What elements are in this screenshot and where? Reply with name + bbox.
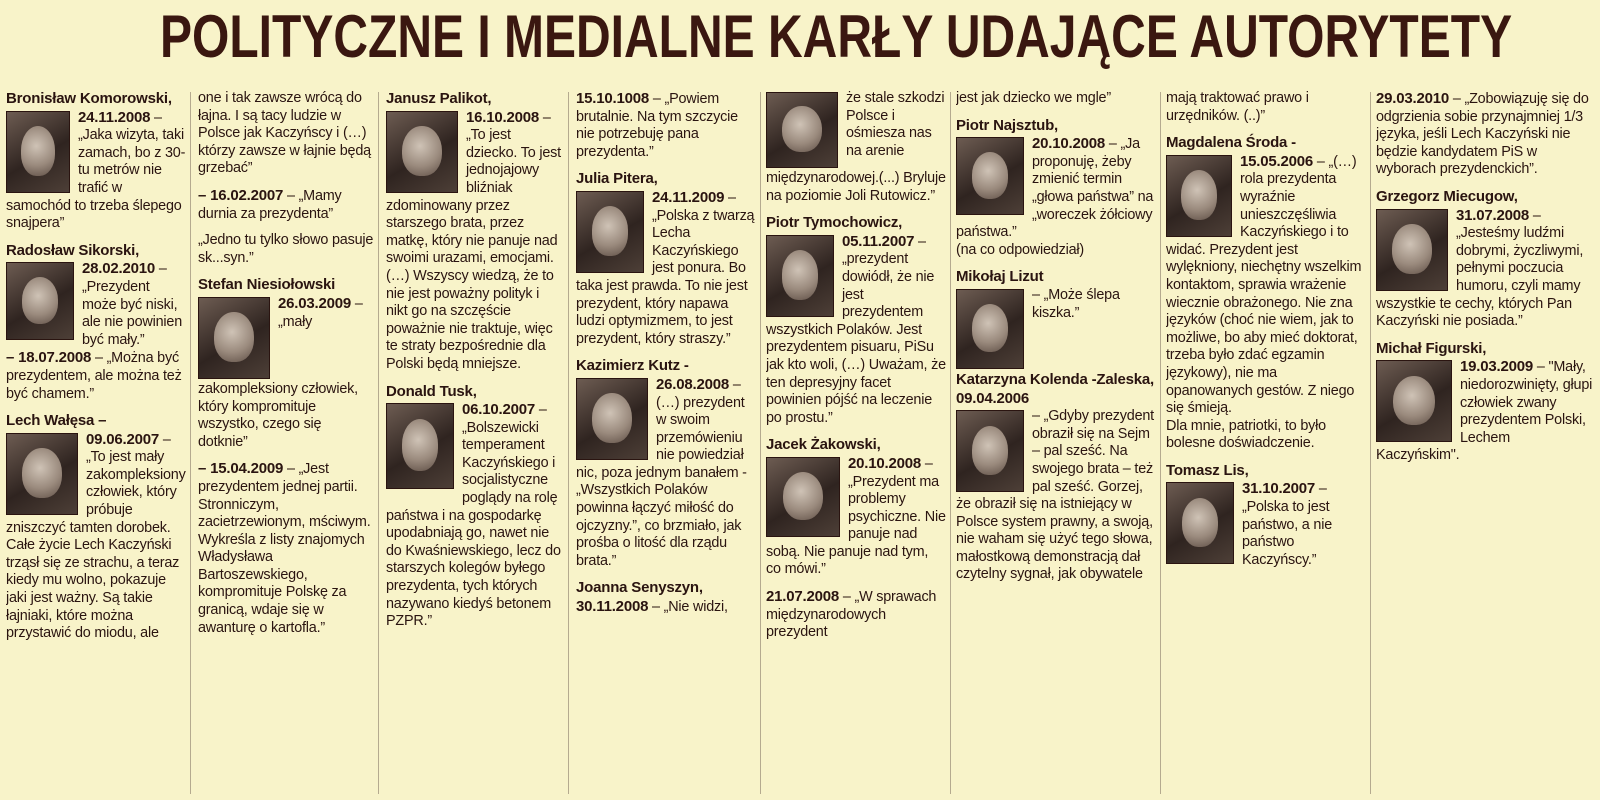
quote-date: 30.11.2008 [576,598,649,616]
quote-text: – „Można być prezydentem, ale można też być chamem.” [6,350,182,402]
photo-walesa [6,433,78,515]
quote-text: – „To jest mały zakompleksiony człowiek, który próbuje zniszczyć tamten dorobek. Całe życie Lech Kaczyński trząsł się ze strachu, a teraz kiedy mu wolno, pokazuje jaki jest ważny. Są takie łajniaki, które można przystawić do miodu, ale [6,431,186,642]
quote-niesiolowski [198,276,374,451]
quote-text: – „Prezydent ma problemy psychiczne. Nie panuje nad sobą. Nie panuje nad tym, co mówi.” [766,455,946,578]
person-name: Michał Figurski, [1376,339,1487,357]
photo-sikorski [6,262,74,340]
person-name: Lech Wałęsa – [6,412,107,430]
quote-text: – „(…) rola prezydenta wyraźnie unieszczęśliwia Kaczyńskiego i to widać. Prezydent jest wylękniony, niechętny wszelkim kontaktom, sprawia wrażenie wiecznie obrażonego. Nie zna języków (choć nie wiem, jak to możliwe, bo aby mieć doktorat, trzeba było zdać egzamin językowy), nie ma opanowanych gestów. Z niego się śmieją. [1166,153,1362,417]
column-rule [1160,92,1161,794]
photo-miecugow [1376,209,1448,291]
photo-sroda [1166,155,1232,237]
person-name: Stefan Niesiołowski [198,276,336,294]
quote-tymochowicz [766,214,946,427]
quote-sroda [1166,134,1366,453]
quote-text: – „Nie widzi, [648,599,728,616]
quote-date: 20.10.2008 [1032,135,1106,153]
quote-date: – 18.07.2008 [6,349,92,367]
quote-text: – „Gdyby prezydent obraził się na Sejm – pal sześć. Na swojego brata – też pal sześć. Gorzej, że obraził się na istniejący w Polsce system prawny, a swoją, nie waham się użyć tego słowa, małostkową demonstracją dał czytelny sygnał, jak obywatele [956,408,1154,583]
quote-text: – „Jest prezydentem jednej partii. Stronniczym, zacietrzewionym, mściwym. Wykreśla z listy znajomych Władysława Bartoszewskiego, kompromituje Polskę za granicą, wdaje się w awanturę o kartofla.” [198,461,371,636]
person-name: Tomasz Lis, [1166,461,1249,479]
quote-text: – „Ja proponuję, żeby zmienić termin „głowa państwa” na „woreczek żółciowy państwa.” [956,136,1154,241]
column-7 [1166,90,1366,795]
person-name: Katarzyna Kolenda -Zaleska, [956,370,1155,388]
quote-walesa [6,412,186,643]
quote-date: 21.07.2008 [766,588,840,606]
photo-senyszyn [766,92,838,168]
photo-kolenda [956,410,1024,492]
quote-date: 15.10.1008 [576,90,650,107]
column-rule [378,92,379,794]
quote-niesiolowski-b [198,460,374,637]
quote-date: 26.03.2009 [278,294,352,312]
quote-text: – „Powiem brutalnie. Na tym szczycie nie potrzebuję pana prezydenta.” [576,91,738,160]
quote-text: że stale szkodzi Polsce i ośmiesza nas na arenie międzynarodowej.(...) Bryluje na poziomie Joli Rutowicz.” [766,90,946,204]
photo-lizut [956,289,1024,369]
photo-komorowski [6,111,70,193]
quote-sikorski [6,242,186,403]
quote-date: 16.10.2008 [466,108,540,126]
quote-text: – „prezydent dowiódł, że nie jest prezydentem wszystkich Polaków. Jest prezydentem pisuaru, PiSu jak kto woli, (…) Uważam, że ten depresyjny facet powinien pójść na leczenie po prostu.” [766,233,946,426]
quote-date: 31.10.2007 [1242,480,1316,498]
quote-text: – „Może ślepa kiszka.” [1032,286,1120,321]
quote-text: – „Zobowiązuję się do odgrzienia sobie przynajmniej 1/3 języka, jeśli Lech Kaczyński nie będzie kandydatem PiS w wyborach prezydenckich”. [1376,91,1589,178]
quote-palikot [386,90,564,374]
column-8 [1376,90,1594,795]
quote-walesa-b [198,187,374,223]
quote-anon [576,90,756,161]
person-name: Kazimierz Kutz - [576,357,689,375]
quote-anon2 [1376,90,1594,179]
quote-text: – „W sprawach międzynarodowych prezydent [766,589,937,641]
quote-date: 15.05.2006 [1240,152,1314,170]
person-name: Janusz Palikot, [386,90,492,107]
quote-text: – „Jaka wizyta, taki zamach, bo z 30-tu metrów nie trafić w samochód to trzeba ślepego snajpera” [6,109,186,232]
quote-text: – „Prezydent może być niski, ale nie powinien być mały.” [82,261,183,348]
quote-kolenda [956,371,1156,584]
column-6 [956,90,1156,795]
quote-date: – 15.04.2009 [198,460,284,478]
quote-text: – „Polska z twarzą Lecha Kaczyńskiego jest ponura. Bo taka jest prawda. To nie jest prezydent, który napawa ludzi optymizmem, to jest prezydent, który straszy.” [576,189,755,347]
column-4 [576,90,756,795]
quote-pitera [576,170,756,348]
column-rule [190,92,191,794]
photo-palikot [386,111,458,193]
quote-text: – „Jesteśmy ludźmi dobrymi, życzliwymi, pełnymi poczucia humoru, czyli mamy wszystkie te cechy, których Pan Kaczyński nie posiada.” [1376,207,1584,330]
quote-text: – „Mamy durnia za prezydenta” [198,187,342,222]
quote-date: 20.10.2008 [848,454,922,472]
column-2 [198,90,374,795]
quote-lizut [956,268,1156,322]
column-rule [568,92,569,794]
quote-walesa-continued: one i tak zawsze wrócą do łajna. I są tacy ludzie w Polsce jak Kaczyńscy i (…) którzy zawsze w łajnie będą grzebać” [198,90,371,177]
photo-lis [1166,482,1234,564]
photo-najsztub [956,137,1024,215]
quote-lis [1166,462,1366,570]
column-1 [6,90,186,795]
quote-komorowski [6,90,186,233]
quote-walesa-c: „Jedno tu tylko słowo pasuje sk...syn.” [198,232,374,266]
quote-kutz [576,357,756,570]
photo-zakowski [766,457,840,537]
quote-najsztub [956,117,1156,260]
column-rule [950,92,951,794]
quote-date: 06.10.2007 [462,401,536,419]
quote-text: – (…) prezydent w swoim przemówieniu nie powiedział nic, poza jednym banałem - „Wszystkich Polaków powinna łączyć miłość do ojczyzny.”, co brzmiało, jak prośba o litość dla rządu brata.” [576,376,747,569]
photo-tusk [386,403,454,489]
person-name: Donald Tusk, [386,382,477,400]
quote-miecugow [1376,188,1594,331]
column-rule [760,92,761,794]
quote-zakowski-b [766,588,946,642]
quote-senyszyn [576,579,756,616]
column-rule [1370,92,1371,794]
quote-date: 09.04.2006 [956,389,1030,407]
quote-date: – 16.02.2007 [198,186,284,204]
photo-pitera [576,191,644,273]
person-name: Radosław Sikorski, [6,241,140,259]
quote-text: – „mały zakompleksiony człowiek, który kompromituje wszystko, czego się dotknie” [198,295,363,450]
quote-text: – „Bolszewicki temperament Kaczyńskiego i socjalistyczne poglądy na rolę państwa i na gospodarkę upodabniają go, nawet nie do Kwaśniewskiego, lecz do starszych kolegów byłego prezydenta, tych których nazywano kiedyś betonem PZPR.” [386,402,561,630]
quote-date: 24.11.2008 [78,108,151,126]
person-name: Jacek Żakowski, [766,436,881,454]
quote-date: 26.08.2008 [656,375,730,393]
quote-senyszyn-continued [766,90,946,205]
headline: POLITYCZNE I MEDIALNE KARŁY UDAJĄCE AUTORYTETY [160,3,1513,70]
quote-tusk [386,383,564,631]
quote-note: (na co odpowiedział) [956,241,1084,258]
quote-date: 05.11.2007 [842,232,915,250]
quote-date: 24.11.2009 [652,188,725,206]
quote-date: 29.03.2010 [1376,90,1450,107]
photo-figurski [1376,360,1452,442]
quote-text: – „Polska to jest państwo, a nie państwo Kaczyńscy.” [1242,481,1333,568]
quote-date: 19.03.2009 [1460,358,1534,376]
quote-date: 28.02.2010 [82,260,156,278]
person-name: Joanna Senyszyn, [576,579,703,597]
quote-date: 31.07.2008 [1456,206,1530,224]
quote-coda: Dla mnie, patriotki, to było bolesne doświadczenie. [1166,417,1326,452]
quote-text: – "Mały, niedorozwinięty, głupi człowiek zwany prezydentem Polski, Lechem Kaczyńskim". [1376,359,1593,464]
quote-zakowski [766,436,946,579]
quote-zakowski-continued: jest jak dziecko we mgle” [956,90,1111,106]
column-5 [766,90,946,795]
photo-niesiolowski [198,297,270,379]
quote-kolenda-continued: mają traktować prawo i urzędników. (..)” [1166,90,1309,124]
person-name: Magdalena Środa - [1166,134,1296,152]
person-name: Piotr Tymochowicz, [766,214,903,232]
photo-kutz [576,378,648,460]
quote-figurski [1376,340,1594,465]
person-name: Grzegorz Miecugow, [1376,187,1518,205]
quote-date: 09.06.2007 [86,430,160,448]
photo-tymochowicz [766,235,834,317]
column-3 [386,90,564,795]
quote-text: – „To jest dziecko. To jest jednojajowy bliźniak zdominowany przez starszego brata, przez matkę, który nie panuje nad swoimi urazami, emocjami. (…) Wszyscy wiedzą, że to nie jest poważny polityk i nikt go na szczęście poważnie nie traktuje, więc te straty bezpośrednie dla Polski będą mniejsze. [386,109,561,372]
person-name: Mikołaj Lizut [956,268,1044,286]
person-name: Piotr Najsztub, [956,116,1059,134]
person-name: Bronisław Komorowski, [6,90,172,107]
person-name: Julia Pitera, [576,170,658,188]
